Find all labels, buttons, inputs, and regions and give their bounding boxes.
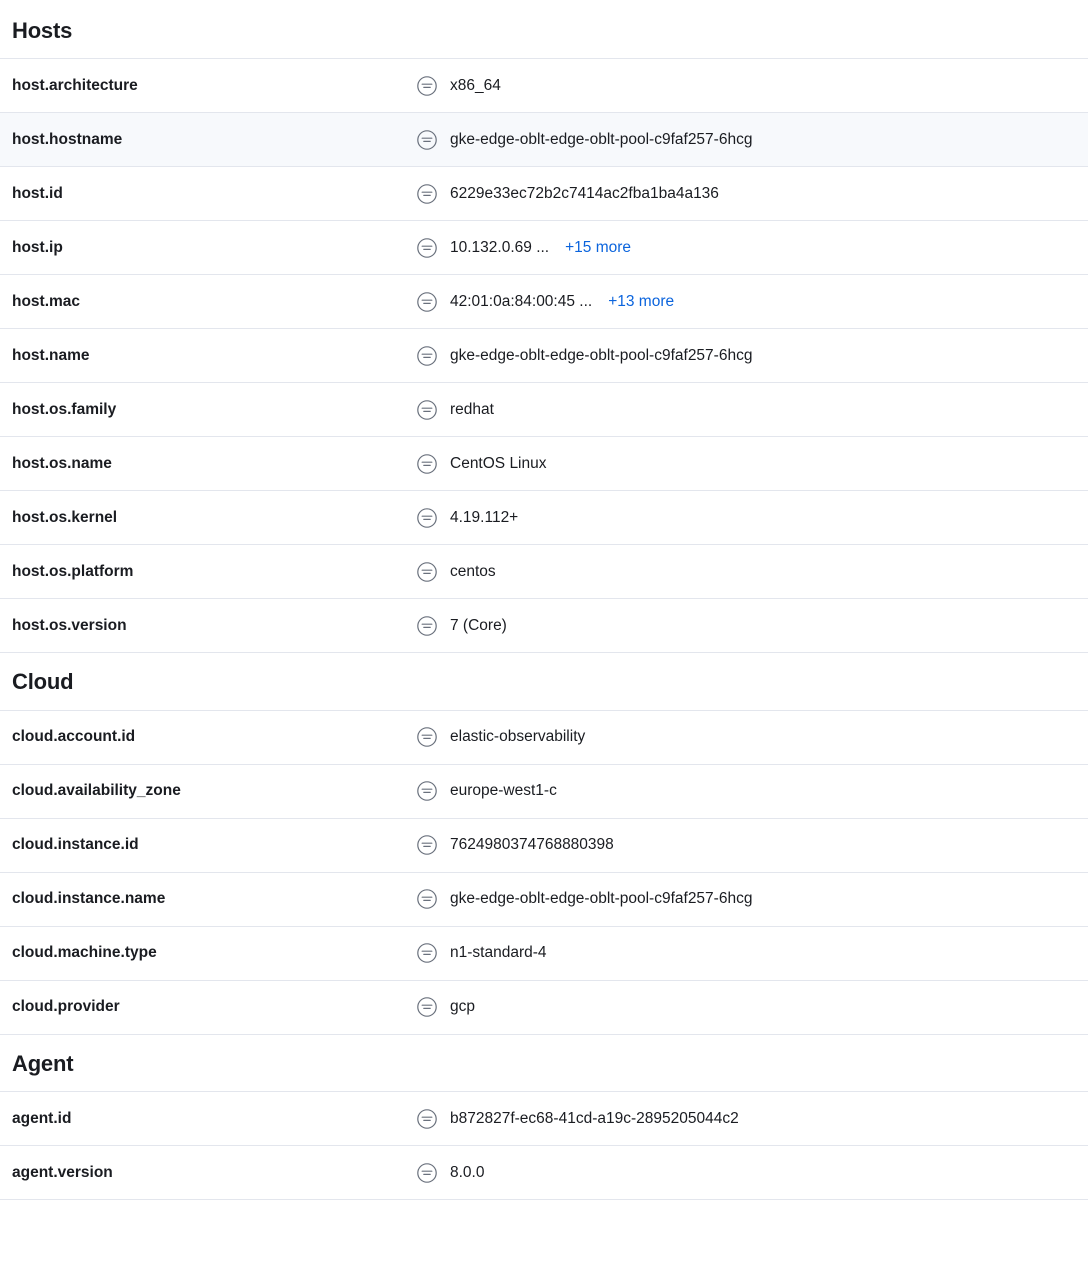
field-value-cell (416, 221, 1088, 275)
field-value-text: centos (450, 562, 496, 580)
more-values-link[interactable]: +13 more (608, 292, 675, 310)
field-filter-icon[interactable] (416, 615, 438, 637)
field-value-text: b872827f-ec68-41cd-a19c-2895205044c2 (450, 1109, 739, 1127)
table-row[interactable] (0, 710, 1088, 764)
field-name-cell: host.name (12, 346, 90, 364)
field-name-cell: host.hostname (12, 130, 123, 148)
section-cloud (0, 653, 1088, 1034)
field-name-cell: host.os.name (12, 454, 112, 472)
field-value-cell (416, 383, 1088, 437)
field-filter-icon[interactable] (416, 942, 438, 964)
section-title: Agent (12, 1050, 74, 1076)
field-name-cell: cloud.instance.name (12, 890, 166, 908)
field-value-cell (416, 710, 1088, 764)
field-value-cell (416, 980, 1088, 1034)
table-row[interactable] (0, 545, 1088, 599)
field-filter-icon[interactable] (416, 1162, 438, 1184)
more-values-link[interactable]: +15 more (565, 238, 632, 256)
table-row[interactable] (0, 329, 1088, 383)
field-filter-icon[interactable] (416, 726, 438, 748)
field-value-cell (416, 167, 1088, 221)
field-filter-icon[interactable] (416, 996, 438, 1018)
table-row[interactable] (0, 599, 1088, 653)
table-row[interactable] (0, 437, 1088, 491)
field-value-cell (416, 275, 1088, 329)
field-value-text: gke-edge-oblt-edge-oblt-pool-c9faf257-6hcg (450, 346, 753, 364)
field-value-cell (416, 599, 1088, 653)
field-filter-icon[interactable] (416, 561, 438, 583)
table-row[interactable] (0, 1146, 1088, 1200)
field-name-cell: cloud.availability_zone (12, 782, 181, 800)
field-value-text: 42:01:0a:84:00:45 ... (450, 292, 593, 310)
field-value-text: 7 (Core) (450, 616, 507, 634)
field-name-cell: cloud.account.id (12, 728, 136, 746)
field-value-cell (416, 113, 1088, 167)
table-row[interactable] (0, 764, 1088, 818)
table-row[interactable] (0, 59, 1088, 113)
field-filter-icon[interactable] (416, 75, 438, 97)
field-filter-icon[interactable] (416, 129, 438, 151)
field-name-cell: host.ip (12, 238, 63, 256)
table-row[interactable] (0, 275, 1088, 329)
field-filter-icon[interactable] (416, 453, 438, 475)
field-value-cell (416, 1092, 1088, 1146)
field-name-cell: host.id (12, 184, 63, 202)
field-value-text: elastic-observability (450, 728, 586, 746)
field-filter-icon[interactable] (416, 834, 438, 856)
table-row[interactable] (0, 221, 1088, 275)
field-filter-icon[interactable] (416, 507, 438, 529)
field-filter-icon[interactable] (416, 183, 438, 205)
table-row[interactable] (0, 491, 1088, 545)
field-filter-icon[interactable] (416, 345, 438, 367)
field-value-cell (416, 59, 1088, 113)
field-name-cell: host.os.kernel (12, 508, 118, 526)
field-value-text: x86_64 (450, 76, 501, 94)
table-row[interactable] (0, 926, 1088, 980)
field-name-cell: cloud.instance.id (12, 836, 139, 854)
field-value-cell (416, 437, 1088, 491)
table-row[interactable] (0, 383, 1088, 437)
field-value-cell (416, 926, 1088, 980)
field-name-cell: cloud.machine.type (12, 944, 157, 962)
field-value-text: 10.132.0.69 ... (450, 238, 550, 256)
table-row[interactable] (0, 1092, 1088, 1146)
section-agent (0, 1035, 1088, 1200)
field-value-cell (416, 872, 1088, 926)
field-table (0, 58, 1088, 653)
field-name-cell: host.mac (12, 292, 81, 310)
field-value-text: gke-edge-oblt-edge-oblt-pool-c9faf257-6hcg (450, 130, 753, 148)
section-title: Cloud (12, 669, 74, 695)
field-value-cell (416, 1146, 1088, 1200)
field-value-cell (416, 764, 1088, 818)
field-filter-icon[interactable] (416, 1108, 438, 1130)
field-value-cell (416, 329, 1088, 383)
field-name-cell: cloud.provider (12, 998, 120, 1016)
field-value-cell (416, 818, 1088, 872)
table-row[interactable] (0, 818, 1088, 872)
field-value-cell (416, 491, 1088, 545)
field-name-cell: host.os.version (12, 616, 127, 634)
field-value-text: redhat (450, 400, 494, 418)
field-value-text: n1-standard-4 (450, 944, 547, 962)
field-value-text: 7624980374768880398 (450, 836, 614, 854)
field-value-text: 4.19.112+ (450, 508, 519, 526)
field-value-text: gke-edge-oblt-edge-oblt-pool-c9faf257-6hcg (450, 890, 753, 908)
field-value-text: CentOS Linux (450, 454, 547, 472)
field-table (0, 1091, 1088, 1200)
table-row[interactable] (0, 167, 1088, 221)
field-name-cell: agent.id (12, 1109, 72, 1127)
field-filter-icon[interactable] (416, 780, 438, 802)
field-name-cell: host.architecture (12, 76, 138, 94)
field-table (0, 710, 1088, 1035)
field-value-text: 8.0.0 (450, 1163, 485, 1181)
field-filter-icon[interactable] (416, 237, 438, 259)
section-title: Hosts (12, 18, 73, 43)
field-name-cell: host.os.family (12, 400, 117, 418)
field-value-text: gcp (450, 998, 475, 1016)
field-name-cell: host.os.platform (12, 562, 134, 580)
field-value-text: europe-west1-c (450, 782, 557, 800)
field-filter-icon[interactable] (416, 291, 438, 313)
field-name-cell: agent.version (12, 1163, 113, 1181)
table-row[interactable] (0, 980, 1088, 1034)
field-value-cell (416, 545, 1088, 599)
table-row[interactable] (0, 113, 1088, 167)
field-filter-icon[interactable] (416, 888, 438, 910)
field-value-text: 6229e33ec72b2c7414ac2fba1ba4a136 (450, 184, 719, 202)
field-filter-icon[interactable] (416, 399, 438, 421)
table-row[interactable] (0, 872, 1088, 926)
